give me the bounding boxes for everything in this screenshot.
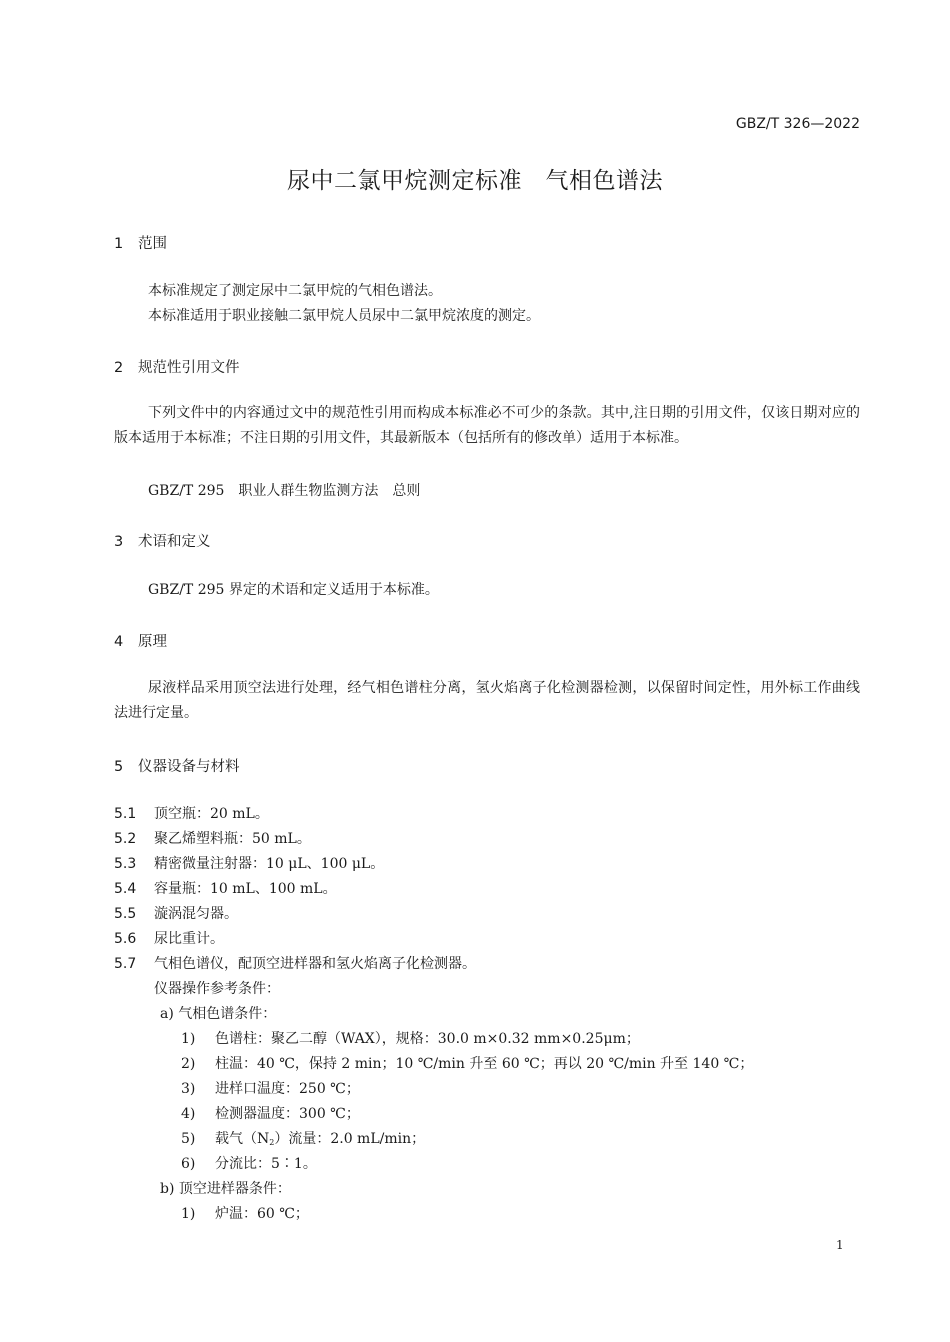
section-title: 原理 (138, 634, 167, 650)
item-text: 漩涡混匀器。 (154, 906, 238, 922)
sublist-item-text: 色谱柱：聚乙二醇（WAX），规格：30.0 m×0.32 mm×0.25μm； (215, 1031, 640, 1047)
section-title: 规范性引用文件 (138, 360, 240, 376)
reference-line: GBZ/T 295 职业人群生物监测方法 总则 (148, 483, 421, 499)
sublist-item-text: 进样口温度：250 ℃； (215, 1081, 360, 1097)
section-3-heading (114, 530, 211, 551)
item-number: 5.5 (114, 906, 137, 922)
section-4-heading (114, 630, 167, 651)
sublist-item (181, 1203, 309, 1223)
item-number: 5.6 (114, 931, 137, 947)
section-number: 3 (114, 534, 124, 550)
list-item (114, 903, 238, 923)
paragraph-line: 本标准适用于职业接触二氯甲烷人员尿中二氯甲烷浓度的测定。 (148, 308, 540, 324)
sublist-item (181, 1053, 753, 1073)
item-number: 5.2 (114, 831, 137, 847)
paragraph-line: GBZ/T 295 界定的术语和定义适用于本标准。 (148, 582, 439, 598)
carrier-gas-suffix: ）流量：2.0 mL/min； (274, 1131, 426, 1147)
sublist-label: a) (160, 1006, 174, 1022)
sublist-title: 顶空进样器条件： (178, 1181, 291, 1197)
list-item (114, 853, 384, 873)
item-text: 精密微量注射器：10 μL、100 μL。 (154, 856, 385, 872)
sublist-item-text: 炉温：60 ℃； (215, 1206, 309, 1222)
sublist-item (181, 1128, 425, 1148)
standard-number: GBZ/T 326—2022 (735, 116, 860, 132)
list-item (114, 953, 476, 973)
section-2-heading (114, 356, 240, 377)
sublist-label: b) (160, 1181, 175, 1197)
operating-conditions-intro: 仪器操作参考条件： (154, 981, 280, 997)
sublist-item-number: 3) (181, 1081, 196, 1097)
section-5-heading (114, 755, 240, 776)
item-text: 聚乙烯塑料瓶：50 mL。 (154, 831, 311, 847)
item-number: 5.7 (114, 956, 137, 972)
sublist-item (181, 1103, 360, 1123)
section-title: 范围 (138, 236, 167, 252)
page-number: 1 (836, 1238, 844, 1252)
sublist-item-text (215, 1131, 425, 1147)
section-title: 仪器设备与材料 (138, 759, 240, 775)
list-item (114, 828, 311, 848)
item-text: 气相色谱仪，配顶空进样器和氢火焰离子化检测器。 (154, 956, 476, 972)
sublist-item-number: 5) (181, 1131, 196, 1147)
section-number: 2 (114, 360, 124, 376)
list-item (114, 803, 269, 823)
sublist-item-text: 检测器温度：300 ℃； (215, 1106, 360, 1122)
sublist-item-number: 4) (181, 1106, 196, 1122)
item-number: 5.4 (114, 881, 137, 897)
sublist-b-heading (160, 1178, 291, 1198)
paragraph: 下列文件中的内容通过文中的规范性引用而构成本标准必不可少的条款。其中,注日期的引用文件，仅该日期对应的版本适用于本标准；不注日期的引用文件，其最新版本（包括所有的修改单）适用于本标准。 (114, 405, 860, 446)
sublist-item-number: 6) (181, 1156, 196, 1172)
item-text: 尿比重计。 (154, 931, 224, 947)
item-number: 5.1 (114, 806, 137, 822)
sublist-item (181, 1028, 640, 1048)
item-number: 5.3 (114, 856, 137, 872)
section-title: 术语和定义 (138, 534, 211, 550)
carrier-gas-prefix: 载气（N (215, 1131, 270, 1147)
section-number: 5 (114, 759, 124, 775)
section-1-heading (114, 232, 167, 253)
sublist-item (181, 1153, 317, 1173)
sublist-item-text: 分流比：5∶1。 (215, 1156, 317, 1172)
section-number: 4 (114, 634, 124, 650)
sublist-title: 气相色谱条件： (178, 1006, 277, 1022)
sublist-a-heading (160, 1003, 276, 1023)
paragraph: 尿液样品采用顶空法进行处理，经气相色谱柱分离，氢火焰离子化检测器检测，以保留时间定性，用外标工作曲线法进行定量。 (114, 680, 860, 721)
sublist-item-number: 2) (181, 1056, 196, 1072)
paragraph-line: 本标准规定了测定尿中二氯甲烷的气相色谱法。 (148, 283, 442, 299)
sublist-item-number: 1) (181, 1206, 196, 1222)
sublist-item (181, 1078, 360, 1098)
nitrogen-subscript: 2 (269, 1138, 275, 1147)
sublist-item-number: 1) (181, 1031, 196, 1047)
item-text: 顶空瓶：20 mL。 (154, 806, 269, 822)
document-title: 尿中二氯甲烷测定标准 气相色谱法 (287, 168, 663, 194)
section-number: 1 (114, 236, 124, 252)
list-item (114, 928, 224, 948)
list-item (114, 878, 337, 898)
item-text: 容量瓶：10 mL、100 mL。 (154, 881, 337, 897)
sublist-item-text: 柱温：40 ℃，保持 2 min；10 ℃/min 升至 60 ℃；再以 20 ℃/min 升至 140 ℃； (215, 1056, 754, 1072)
